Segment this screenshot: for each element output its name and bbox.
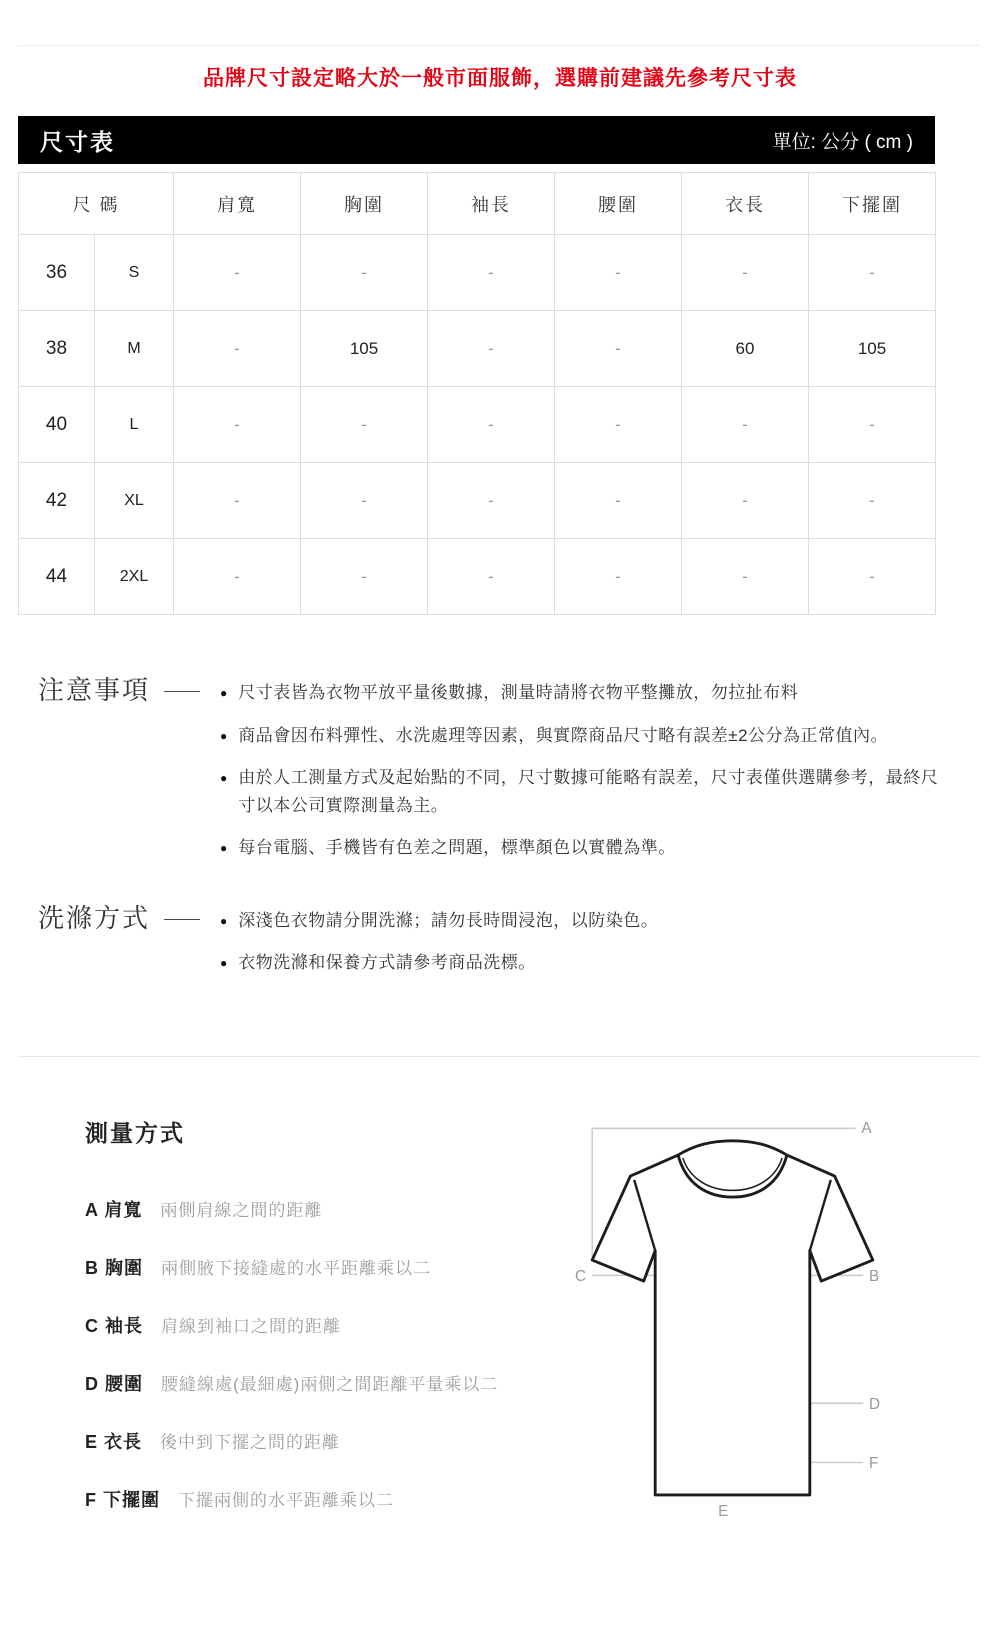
cell-value: -	[809, 387, 936, 463]
washing-title: 洗滌方式	[38, 902, 151, 933]
list-item	[220, 722, 944, 750]
size-letter: L	[95, 387, 174, 463]
list-item	[220, 834, 944, 862]
table-row	[19, 311, 936, 387]
measure-desc: 肩線到袖口之間的距離	[161, 1316, 341, 1336]
measure-desc: 腰縫線處(最細處)兩側之間距離平量乘以二	[161, 1374, 499, 1394]
cell-value: -	[555, 387, 682, 463]
washing-section	[38, 903, 1000, 992]
cell-value: -	[682, 387, 809, 463]
notes-heading	[38, 675, 220, 877]
washing-list	[220, 903, 944, 992]
label-b: B	[868, 1267, 880, 1285]
measure-label: C 袖長	[85, 1315, 143, 1336]
heading-dash	[164, 919, 200, 920]
note-text: 衣物洗滌和保養方式請參考商品洗標。	[238, 953, 536, 973]
cell-value: -	[174, 387, 301, 463]
list-item	[220, 764, 944, 819]
list-item	[85, 1312, 565, 1338]
section-divider	[18, 1056, 980, 1057]
cell-value: -	[301, 235, 428, 311]
table-row	[19, 235, 936, 311]
measure-label: E 衣長	[85, 1431, 143, 1452]
cell-value: 60	[682, 311, 809, 387]
tshirt-diagram-svg	[575, 1115, 890, 1545]
bullet-icon: ●	[220, 771, 228, 786]
list-item	[220, 949, 944, 977]
cell-value: -	[682, 463, 809, 539]
cell-value: -	[174, 539, 301, 615]
list-item	[85, 1486, 565, 1512]
cell-value: -	[174, 463, 301, 539]
note-text: 每台電腦、手機皆有色差之問題，標準顏色以實體為準。	[238, 838, 676, 858]
col-waist: 腰圍	[555, 173, 682, 235]
note-text: 深淺色衣物請分開洗滌；請勿長時間浸泡，以防染色。	[238, 910, 659, 930]
cell-value: -	[555, 463, 682, 539]
cell-value: -	[301, 539, 428, 615]
bullet-icon: ●	[220, 913, 228, 928]
measure-label: A 肩寬	[85, 1199, 143, 1220]
cell-value: -	[682, 539, 809, 615]
list-item	[85, 1254, 565, 1280]
col-length: 衣長	[682, 173, 809, 235]
size-chart-unit: 單位: 公分 ( cm )	[772, 131, 913, 153]
size-letter: S	[95, 235, 174, 311]
tshirt-outline	[592, 1140, 873, 1494]
list-item	[85, 1196, 565, 1222]
cell-value: -	[555, 539, 682, 615]
measure-definitions	[85, 1115, 565, 1545]
cell-value: -	[301, 387, 428, 463]
size-number: 36	[19, 235, 95, 311]
measure-desc: 兩側腋下接縫處的水平距離乘以二	[161, 1258, 431, 1278]
cell-value: 105	[809, 311, 936, 387]
measure-label: B 胸圍	[85, 1257, 143, 1278]
measure-label: D 腰圍	[85, 1373, 143, 1394]
notes-title: 注意事項	[38, 675, 151, 705]
size-number: 40	[19, 387, 95, 463]
list-item	[85, 1370, 565, 1396]
size-number: 38	[19, 311, 95, 387]
measure-desc: 後中到下擺之間的距離	[160, 1432, 341, 1452]
size-letter: M	[95, 311, 174, 387]
col-chest: 胸圍	[301, 173, 428, 235]
measure-label: F 下擺圍	[85, 1489, 160, 1510]
size-number: 42	[19, 463, 95, 539]
table-row	[19, 539, 936, 615]
measure-section	[85, 1115, 1000, 1545]
measure-desc: 兩側肩線之間的距離	[160, 1200, 323, 1220]
bullet-icon: ●	[220, 956, 228, 971]
cell-value: 105	[301, 311, 428, 387]
cell-value: -	[428, 463, 555, 539]
label-f: F	[868, 1454, 879, 1472]
bullet-icon: ●	[220, 841, 228, 856]
size-chart-title: 尺寸表	[40, 128, 115, 155]
size-number: 44	[19, 539, 95, 615]
cell-value: -	[809, 235, 936, 311]
list-item	[220, 679, 944, 707]
col-size: 尺 碼	[19, 173, 174, 235]
cell-value: -	[174, 235, 301, 311]
cell-value: -	[428, 539, 555, 615]
cell-value: -	[428, 387, 555, 463]
table-row	[19, 463, 936, 539]
cell-value: -	[428, 235, 555, 311]
table-row	[19, 387, 936, 463]
cell-value: -	[428, 311, 555, 387]
note-text: 商品會因布料彈性、水洗處理等因素，與實際商品尺寸略有誤差±2公分為正常值內。	[238, 725, 889, 745]
size-table-header-row	[19, 173, 936, 235]
cell-value: -	[809, 539, 936, 615]
list-item	[220, 907, 944, 935]
measure-title: 測量方式	[85, 1119, 185, 1146]
brand-size-notice: 品牌尺寸設定略大於一般市面服飾，選購前建議先參考尺寸表	[203, 67, 797, 90]
size-chart-header-bar	[18, 116, 935, 164]
col-sleeve: 袖長	[428, 173, 555, 235]
note-text: 尺寸表皆為衣物平放平量後數據，測量時請將衣物平整攤放，勿拉扯布料	[238, 683, 799, 702]
cell-value: -	[555, 311, 682, 387]
label-c: C	[575, 1267, 587, 1285]
measure-desc: 下擺兩側的水平距離乘以二	[178, 1490, 394, 1510]
cell-value: -	[301, 463, 428, 539]
size-letter: 2XL	[95, 539, 174, 615]
col-shoulder: 肩寬	[174, 173, 301, 235]
col-hem: 下擺圍	[809, 173, 936, 235]
notes-section	[38, 675, 1000, 877]
bullet-icon: ●	[220, 686, 228, 700]
size-table	[18, 172, 936, 615]
heading-dash	[164, 691, 200, 692]
bullet-icon: ●	[220, 728, 228, 743]
tshirt-diagram	[575, 1115, 890, 1545]
size-letter: XL	[95, 463, 174, 539]
top-divider	[18, 45, 980, 46]
washing-heading	[38, 903, 220, 992]
note-text: 由於人工測量方式及起始點的不同，尺寸數據可能略有誤差，尺寸表僅供選購參考，最終尺寸以本公司實際測量為主。	[238, 768, 939, 815]
label-e: E	[718, 1502, 729, 1520]
cell-value: -	[555, 235, 682, 311]
cell-value: -	[174, 311, 301, 387]
label-d: D	[868, 1395, 881, 1413]
label-a: A	[861, 1119, 872, 1137]
cell-value: -	[682, 235, 809, 311]
list-item	[85, 1428, 565, 1454]
cell-value: -	[809, 463, 936, 539]
notes-list	[220, 675, 944, 877]
